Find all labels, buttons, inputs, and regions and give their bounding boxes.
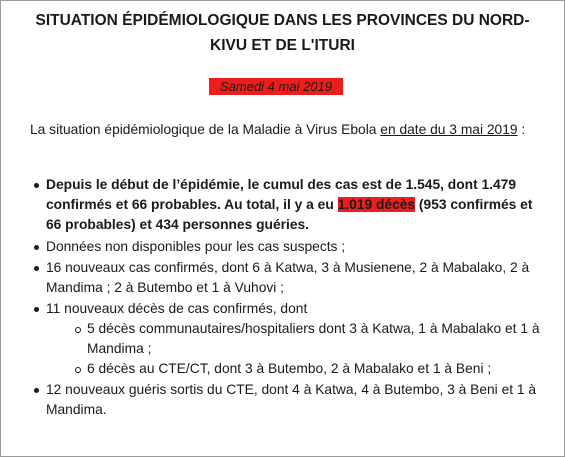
date-label: Samedi 4 mai 2019 xyxy=(209,78,343,95)
list-item-new-cases: 16 nouveaux cas confirmés, dont 6 à Katwa, 3 à Musienene, 2 à Mabalako, 2 à Mandima ; 2 à Butembo et 1 à Vuhovi ; xyxy=(0,258,565,298)
cumulative-text-end: (953 confirmés et 66 probables) et 434 personnes guéries. xyxy=(46,197,533,232)
new-deaths-text: 11 nouveaux décès de cas confirmés, dont xyxy=(46,301,308,316)
intro-text: La situation épidémiologique de la Maladie à Virus Ebola xyxy=(30,122,381,137)
deaths-highlight: 1.019 décès xyxy=(337,197,416,212)
list-item-cumulative xyxy=(0,175,565,235)
sublist-item-cte: 6 décès au CTE/CT, dont 3 à Butembo, 2 à Mabalako et 1 à Beni ; xyxy=(46,359,551,379)
list-item-new-deaths xyxy=(0,299,565,379)
situation-list xyxy=(0,175,565,421)
sublist-item-community: 5 décès communautaires/hospitaliers dont 3 à Katwa, 1 à Mabalako et 1 à Mandima ; xyxy=(46,319,551,359)
cumulative-text: Depuis le début de l’épidémie, le cumul des cas est de 1.545, dont 1.479 confirmés et 66 probables. Au total, il y a eu xyxy=(46,177,517,212)
title-line-2: KIVU ET DE L'ITURI xyxy=(210,37,355,54)
list-item-recovered: 12 nouveaux guéris sortis du CTE, dont 4 à Katwa, 4 à Butembo, 3 à Beni et 1 à Mandima. xyxy=(0,380,565,420)
title-line-1: SITUATION ÉPIDÉMIOLOGIQUE DANS LES PROVINCES DU NORD- xyxy=(35,12,530,29)
intro-paragraph xyxy=(30,121,560,139)
document-title xyxy=(0,8,565,58)
intro-colon: : xyxy=(517,122,526,137)
new-deaths-sublist xyxy=(46,319,551,379)
list-item-suspects: Données non disponibles pour les cas suspects ; xyxy=(0,237,565,257)
intro-date-underlined: en date du 3 mai 2019 xyxy=(380,122,518,137)
